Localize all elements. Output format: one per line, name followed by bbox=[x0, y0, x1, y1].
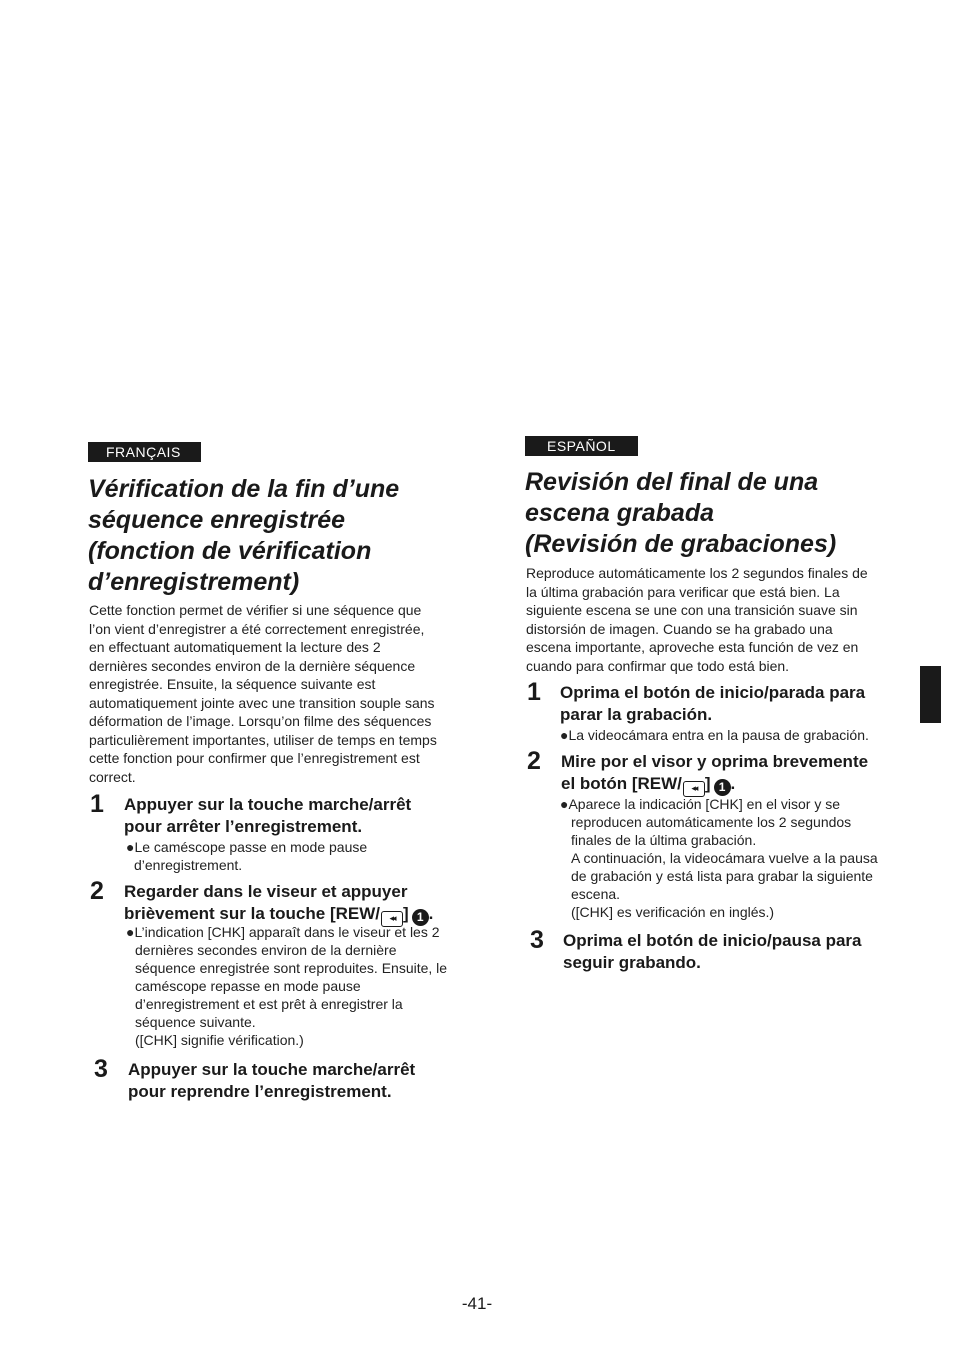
step-title-text: ] bbox=[403, 904, 409, 923]
callout-marker-icon: 1 bbox=[714, 779, 731, 796]
step-body-line: ●La videocámara entra en la pausa de grabación. bbox=[560, 727, 869, 743]
step-title-text: brièvement sur la touche [REW/ bbox=[124, 904, 380, 923]
french-intro-line: en effectuant automatiquement la lecture des 2 bbox=[89, 639, 381, 655]
spanish-intro bbox=[526, 564, 868, 675]
french-title bbox=[88, 474, 399, 598]
step-title-line: seguir grabando. bbox=[563, 953, 701, 972]
french-intro-line: Cette fonction permet de vérifier si une séquence que bbox=[89, 602, 422, 618]
step-body-line: ([CHK] es verificación en inglés.) bbox=[571, 904, 775, 920]
step-body bbox=[560, 795, 878, 921]
step-number: 1 bbox=[527, 678, 541, 706]
step-title-line: Appuyer sur la touche marche/arrêt bbox=[124, 795, 412, 814]
step-title-period: . bbox=[730, 774, 736, 793]
french-intro-line: automatiquement jointe avec une transition souple sans bbox=[89, 694, 435, 711]
step-title-line: Regarder dans le viseur et appuyer bbox=[124, 882, 408, 901]
step-body-line: d’enregistrement et est prêt à enregistrer la bbox=[135, 996, 403, 1012]
section-tab-marker bbox=[920, 666, 941, 723]
step-title-text: el botón [REW/ bbox=[561, 774, 682, 793]
language-tag-french: FRANÇAIS bbox=[88, 442, 201, 462]
french-intro-line: dernières secondes environ de la dernière séquence bbox=[89, 657, 416, 674]
french-title-line: Vérification de la fin d’une bbox=[88, 475, 400, 503]
rewind-button-icon: ◂◂ bbox=[683, 781, 705, 797]
step-title-line: pour arrêter l’enregistrement. bbox=[124, 817, 363, 836]
step-body-line: séquence enregistrée sont reproduites. Ensuite, le bbox=[135, 960, 448, 976]
spanish-intro-line: distorsión de imagen. Cuando se ha grabado una bbox=[526, 620, 833, 637]
step-title bbox=[561, 751, 868, 797]
spanish-title-line: escena grabada bbox=[525, 499, 714, 527]
step-title bbox=[124, 794, 411, 838]
step-body bbox=[126, 838, 367, 874]
step-number: 2 bbox=[90, 877, 104, 905]
step-number: 3 bbox=[530, 926, 544, 954]
step-title-line: Oprima el botón de inicio/parada para bbox=[560, 683, 866, 702]
french-intro-line: particulièrement importantes, utiliser de temps en temps bbox=[89, 731, 437, 748]
spanish-intro-line: la última grabación para verificar que está bien. La bbox=[526, 583, 840, 600]
step-body-line: A continuación, la videocámara vuelve a la pausa bbox=[571, 850, 878, 866]
spanish-title-line: Revisión del final de una bbox=[525, 468, 819, 496]
french-intro bbox=[89, 601, 437, 786]
step-title-line: parar la grabación. bbox=[560, 705, 713, 724]
step-body-line: de grabación y está lista para grabar la siguiente bbox=[571, 868, 873, 884]
spanish-title-line: (Revisión de grabaciones) bbox=[525, 530, 837, 558]
step-body bbox=[560, 726, 869, 744]
spanish-title bbox=[525, 467, 836, 560]
step-title bbox=[128, 1059, 415, 1103]
french-title-line: d’enregistrement) bbox=[88, 568, 300, 596]
step-body-line: reproducen automáticamente los 2 segundos bbox=[571, 814, 852, 830]
step-body-line: ●L’indication [CHK] apparaît dans le viseur et les 2 bbox=[126, 924, 440, 940]
step-body-line: séquence suivante. bbox=[135, 1014, 256, 1030]
step-title bbox=[560, 682, 865, 726]
step-body-line: ●Aparece la indicación [CHK] en el visor y se bbox=[560, 796, 841, 812]
french-intro-line: l’on vient d’enregistrer a été correctement enregistrée, bbox=[89, 620, 425, 637]
step-body bbox=[126, 923, 447, 1049]
step-title-line bbox=[561, 773, 868, 797]
step-body-line: finales de la última grabación. bbox=[571, 832, 757, 848]
step-body-line: d’enregistrement. bbox=[134, 857, 243, 873]
spanish-intro-line: siguiente escena se une con una transición suave sin bbox=[526, 602, 858, 618]
step-body-line: ●Le caméscope passe en mode pause bbox=[126, 839, 368, 855]
step-body-line: escena. bbox=[571, 886, 621, 902]
spanish-intro-line: Reproduce automáticamente los 2 segundos finales de bbox=[526, 565, 868, 581]
french-intro-line: enregistrée. Ensuite, la séquence suivante est bbox=[89, 676, 376, 692]
step-number: 1 bbox=[90, 790, 104, 818]
step-title-line: Appuyer sur la touche marche/arrêt bbox=[128, 1060, 416, 1079]
step-title bbox=[563, 930, 862, 974]
french-title-line: (fonction de vérification bbox=[88, 537, 372, 565]
step-title-line: Mire por el visor y oprima brevemente bbox=[561, 752, 869, 771]
step-title-text: ] bbox=[704, 774, 711, 793]
step-body-line: dernières secondes environ de la dernière bbox=[135, 942, 397, 958]
french-title-line: séquence enregistrée bbox=[88, 506, 346, 534]
step-title-period: . bbox=[428, 904, 434, 923]
language-tag-spanish: ESPAÑOL bbox=[525, 436, 638, 456]
step-title-line: pour reprendre l’enregistrement. bbox=[128, 1082, 392, 1101]
french-intro-line: cette fonction pour confirmer que l’enregistrement est bbox=[89, 750, 420, 766]
step-body-line: ([CHK] signifie vérification.) bbox=[135, 1032, 304, 1048]
step-number: 3 bbox=[94, 1055, 108, 1083]
step-body-line: caméscope repasse en mode pause bbox=[135, 978, 361, 994]
step-title bbox=[124, 881, 433, 927]
spanish-intro-line: cuando para confirmar que todo está bien. bbox=[526, 657, 790, 674]
callout-marker-icon: 1 bbox=[412, 909, 429, 926]
french-intro-line: déformation de l’image. Lorsqu’on filme des séquences bbox=[89, 713, 432, 729]
spanish-intro-line: escena importante, aproveche esta función de vez en bbox=[526, 639, 859, 655]
page-number: -41- bbox=[461, 1294, 493, 1313]
step-number: 2 bbox=[527, 747, 541, 775]
step-title-line: Oprima el botón de inicio/pausa para bbox=[563, 931, 862, 950]
french-intro-line: correct. bbox=[89, 768, 136, 785]
rewind-button-icon: ◂◂ bbox=[381, 911, 403, 927]
